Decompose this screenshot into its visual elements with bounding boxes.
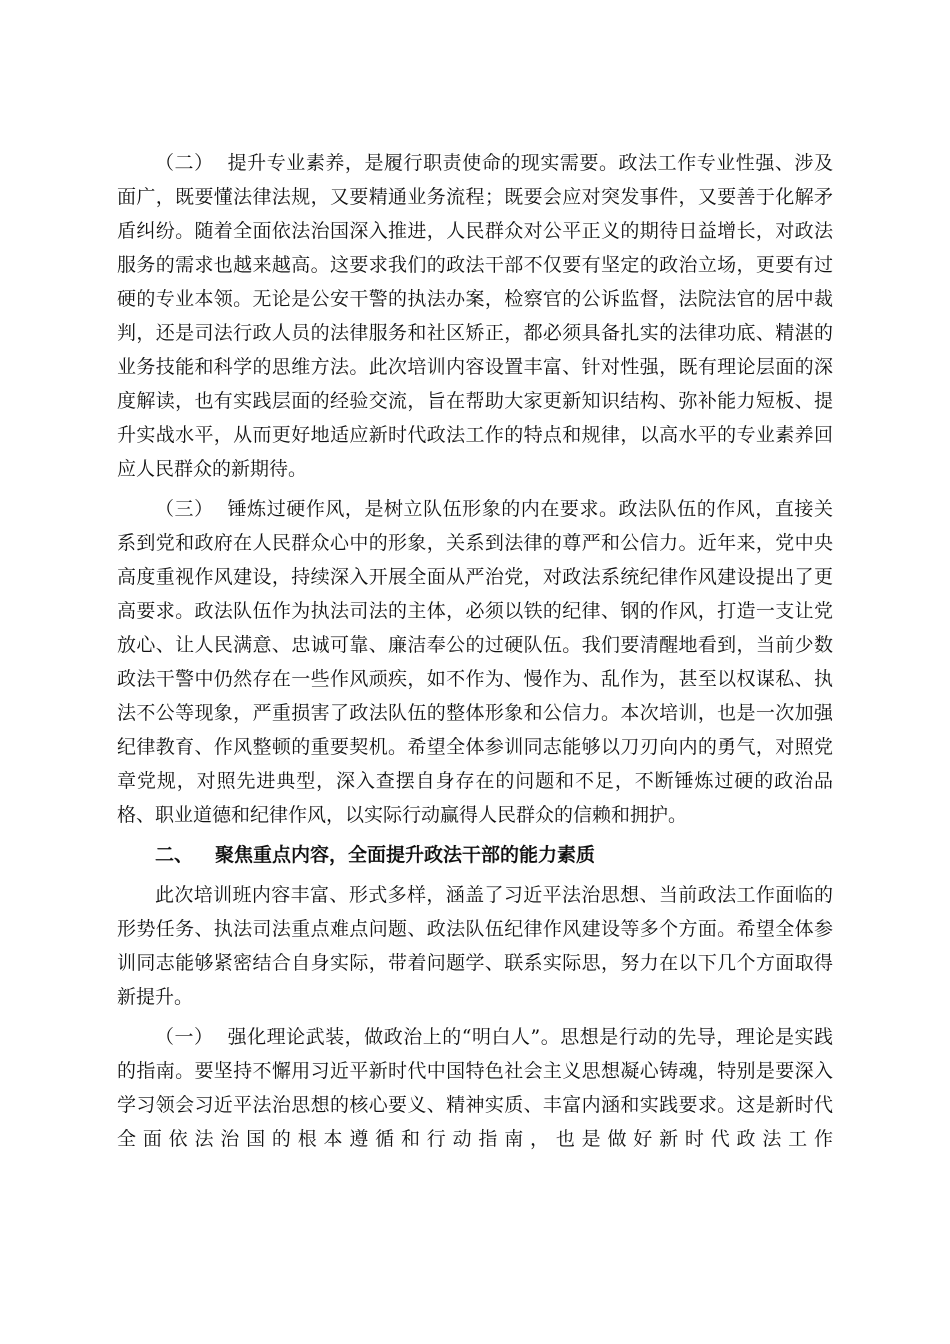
paragraph-text: 锤炼过硬作风，是树立队伍形象的内在要求。政法队伍的作风，直接关系到党和政府在人民群众心中的形象，关系到法律的尊严和公信力。近年来，党中央高度重视作风建设，持续深入开展全面从严治党，对政法系统纪律作风建设提出了更高要求。政法队伍作为执法司法的主体，必须以铁的纪律、钢的作风，打造一支让党放心、让人民满意、忠诚可靠、廉洁奉公的过硬队伍。我们要清醒地看到，当前少数政法干警中仍然存在一些作风顽疾，如不作为、慢作为、乱作为，甚至以权谋私、执法不公等现象，严重损害了政法队伍的整体形象和公信力。本次培训，也是一次加强纪律教育、作风整顿的重要契机。希望全体参训同志能够以刀刃向内的勇气，对照党章党规，对照先进典型，深入查摆自身存在的问题和不足，不断锤炼过硬的政治品格、职业道德和纪律作风，以实际行动赢得人民群众的信赖和拥护。: [117, 498, 833, 826]
paragraph-marker: （三）: [155, 498, 214, 520]
paragraph-marker: （一）: [155, 1026, 214, 1048]
document-body: [117, 146, 833, 1162]
paragraph-text: 提升专业素养，是履行职责使命的现实需要。政法工作专业性强、涉及面广，既要懂法律法规，又要精通业务流程；既要会应对突发事件，又要善于化解矛盾纠纷。随着全面依法治国深入推进，人民群众对公平正义的期待日益增长，对政法服务的需求也越来越高。这要求我们的政法干部不仅要有坚定的政治立场，更要有过硬的专业本领。无论是公安干警的执法办案，检察官的公诉监督，法院法官的居中裁判，还是司法行政人员的法律服务和社区矫正，都必须具备扎实的法律功底、精湛的业务技能和科学的思维方法。此次培训内容设置丰富、针对性强，既有理论层面的深度解读，也有实践层面的经验交流，旨在帮助大家更新知识结构、弥补能力短板、提升实战水平，从而更好地适应新时代政法工作的特点和规律，以高水平的专业素养回应人民群众的新期待。: [117, 152, 833, 480]
paragraph-improve-professional-quality: [117, 146, 833, 486]
paragraph-marker: （二）: [155, 152, 214, 174]
paragraph-temper-work-style: [117, 492, 833, 832]
paragraph-strengthen-theory: [117, 1020, 833, 1156]
paragraph-text: 强化理论武装，做政治上的“明白人”。思想是行动的先导，理论是实践的指南。要坚持不懈用习近平新时代中国特色社会主义思想凝心铸魂，特别是要深入学习领会习近平法治思想的核心要义、精神实质、丰富内涵和实践要求。这是新时代全面依法治国的根本遵循和行动指南，也是做好新时代政法工作: [117, 1026, 833, 1150]
section-heading: [117, 838, 833, 872]
paragraph-text: 此次培训班内容丰富、形式多样，涵盖了习近平法治思想、当前政法工作面临的形势任务、执法司法重点难点问题、政法队伍纪律作风建设等多个方面。希望全体参训同志能够紧密结合自身实际，带着问题学、联系实际思，努力在以下几个方面取得新提升。: [117, 884, 833, 1008]
section-heading-text: 聚焦重点内容，全面提升政法干部的能力素质: [215, 844, 596, 866]
paragraph-section-intro: [117, 878, 833, 1014]
section-heading-marker: 二、: [155, 844, 194, 866]
